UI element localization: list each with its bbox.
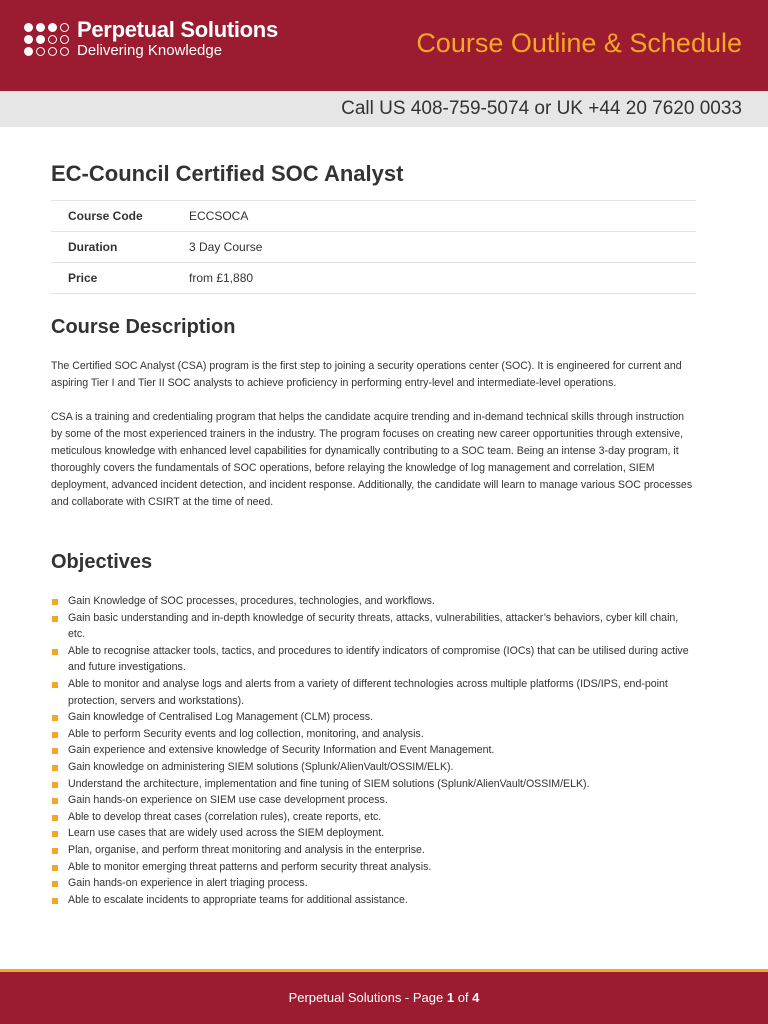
table-row [51, 232, 696, 263]
footer-page-info [289, 990, 480, 1005]
price-label: Price [51, 263, 189, 294]
page-header [0, 0, 768, 91]
main-content [51, 160, 696, 908]
company-logo[interactable] [24, 18, 278, 60]
list-item: Gain Knowledge of SOC processes, procedures, technologies, and workflows. [51, 593, 696, 610]
list-item: Gain hands-on experience on SIEM use case development process. [51, 792, 696, 809]
description-paragraph: The Certified SOC Analyst (CSA) program is the first step to joining a security operations center (SOC). It is engineered for current and aspiring Tier I and Tier II SOC analysts to achieve proficiency in performing entry-level and intermediate-level operations. [51, 360, 682, 389]
list-item: Understand the architecture, implementation and fine tuning of SIEM solutions (Splunk/AlienVault/OSSIM/ELK). [51, 776, 696, 793]
list-item: Able to monitor emerging threat patterns and perform security threat analysis. [51, 859, 696, 876]
list-item: Gain knowledge of Centralised Log Management (CLM) process. [51, 709, 696, 726]
description-paragraph: CSA is a training and credentialing program that helps the candidate acquire trending and in-demand technical skills through instruction by some of the most experienced trainers in the industry. The program focuses on creating new career opportunities through extensive, meticulous knowledge with enhanced level capabilities for dynamically contributing to a SOC team. Being an intense 3-day program, it thoroughly covers the fundamentals of SOC operations, before relaying the knowledge of log management and correlation, SIEM deployment, advanced incident detection, and incident response. Additionally, the candidate will learn to manage various SOC processes and collaborate with CSIRT at the time of need. [51, 411, 693, 508]
page-footer [0, 972, 768, 1024]
course-title: EC-Council Certified SOC Analyst [51, 161, 404, 186]
logo-tagline: Delivering Knowledge [77, 42, 223, 59]
logo-text [77, 18, 278, 60]
logo-name: Perpetual Solutions [77, 17, 278, 42]
list-item: Able to recognise attacker tools, tactics, and procedures to identify indicators of compromise (IOCs) that can be utilised during active and future investigations. [51, 643, 696, 676]
list-item: Plan, organise, and perform threat monitoring and analysis in the enterprise. [51, 842, 696, 859]
footer-prefix: Perpetual Solutions - Page [288, 990, 447, 1005]
list-item: Able to monitor and analyse logs and alerts from a variety of different technologies across multiple platforms (IDS/IPS, end-point protection, servers and workstations). [51, 676, 696, 709]
list-item: Able to escalate incidents to appropriate teams for additional assistance. [51, 892, 696, 909]
description-heading: Course Description [51, 316, 236, 338]
footer-separator: of [454, 990, 473, 1005]
list-item: Learn use cases that are widely used across the SIEM deployment. [51, 825, 696, 842]
objectives-list [51, 593, 696, 908]
table-row [51, 201, 696, 232]
header-title: Course Outline & Schedule [416, 28, 742, 58]
current-page-number: 1 [446, 990, 455, 1005]
list-item: Able to develop threat cases (correlation rules), create reports, etc. [51, 809, 696, 826]
list-item: Gain hands-on experience in alert triaging process. [51, 875, 696, 892]
price-value: from £1,880 [189, 263, 696, 294]
duration-label: Duration [51, 232, 189, 263]
table-row [51, 263, 696, 294]
contact-bar [0, 91, 768, 127]
phone-numbers[interactable]: Call US 408-759-5074 or UK +44 20 7620 0033 [341, 98, 742, 119]
duration-value: 3 Day Course [189, 232, 696, 263]
total-pages-number: 4 [472, 990, 480, 1005]
list-item: Able to perform Security events and log collection, monitoring, and analysis. [51, 726, 696, 743]
course-code-value: ECCSOCA [189, 201, 696, 232]
course-code-label: Course Code [51, 201, 189, 232]
list-item: Gain knowledge on administering SIEM solutions (Splunk/AlienVault/OSSIM/ELK). [51, 759, 696, 776]
objectives-heading: Objectives [51, 551, 153, 573]
list-item: Gain basic understanding and in-depth knowledge of security threats, attacks, vulnerabilities, attacker’s behaviors, cyber kill chain, etc. [51, 610, 696, 643]
list-item: Gain experience and extensive knowledge of Security Information and Event Management. [51, 742, 696, 759]
course-info-table [51, 200, 696, 294]
logo-dots-icon [24, 23, 69, 56]
